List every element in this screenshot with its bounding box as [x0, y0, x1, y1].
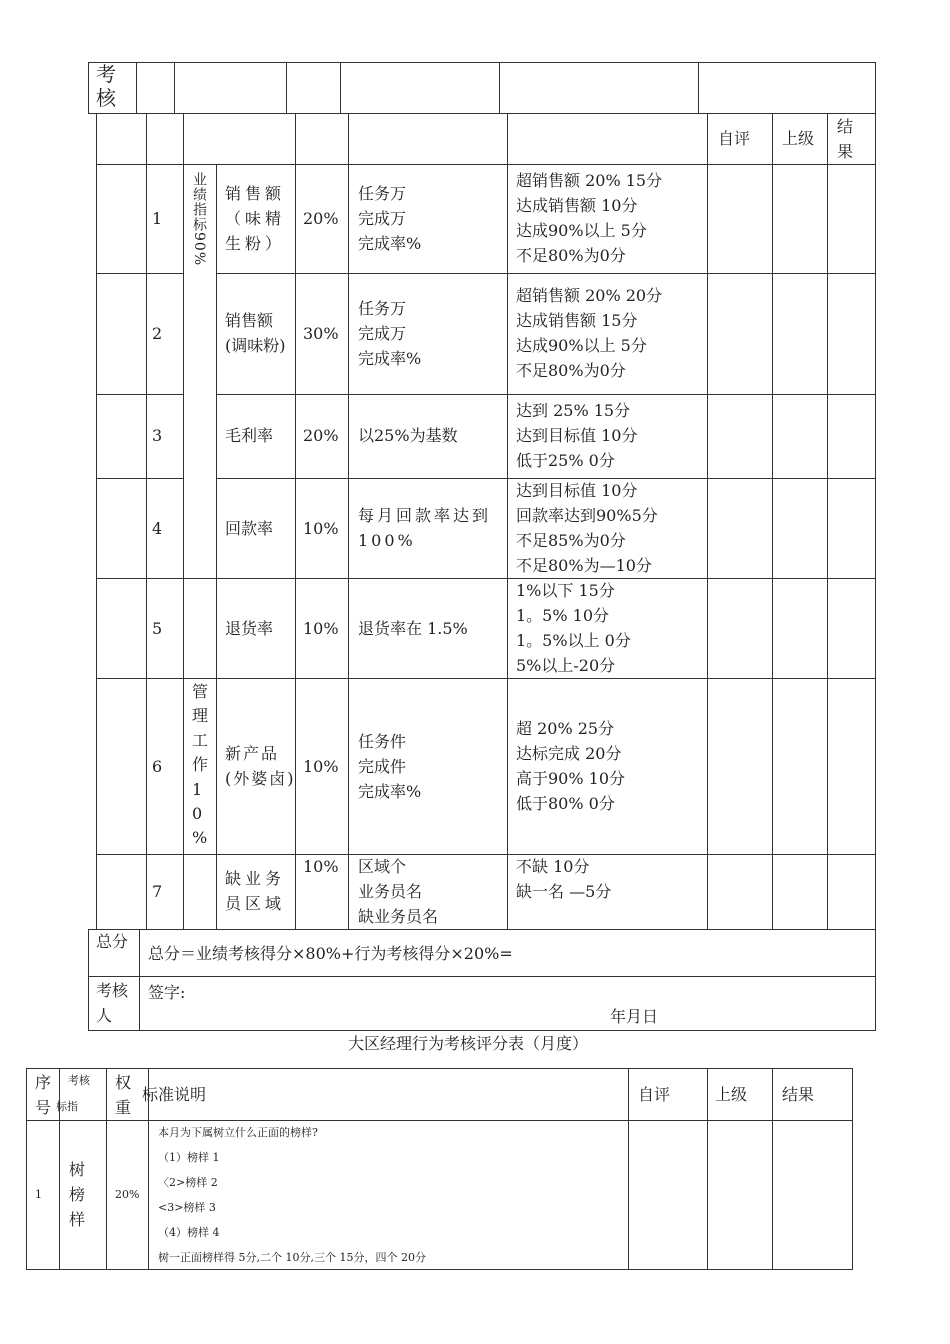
date-label: 年月日	[610, 1007, 659, 1026]
behavior-row-1-desc: 本月为下属树立什么正面的榜样? （1）榜样 1 〈2>榜样 2 <3>榜样 3 （4）榜样 4 树一正面榜样得 5分,二个 10分,三个 15分，四个 20分	[158, 1126, 426, 1264]
top-label: 考核	[96, 62, 116, 110]
row-3-weight: 20%	[303, 426, 339, 445]
row-2-name: 销售额 (调味粉)	[225, 311, 286, 355]
row-1-weight: 20%	[303, 209, 339, 228]
header-indicator-top: 考核	[68, 1074, 90, 1087]
header-seq: 序 号	[35, 1073, 52, 1117]
row-3-target: 以25%为基数	[358, 426, 458, 445]
row-6-no: 6	[152, 757, 163, 776]
assessor-row	[88, 976, 876, 1031]
behavior-row-1-no: 1	[35, 1188, 42, 1201]
row-4-name: 回款率	[225, 519, 274, 538]
header2-self-eval: 自评	[638, 1085, 671, 1104]
row-3-no: 3	[152, 426, 163, 445]
top-header-row	[88, 62, 876, 114]
row-7-name: 缺业务 员区域	[225, 869, 286, 913]
header2-result: 结果	[782, 1085, 815, 1104]
row-2-criteria: 超销售额 20% 20分 达成销售额 15分 达成90%以上 5分 不足80%为0分	[516, 286, 663, 380]
row-4-target: 每月回款率达到 100%	[358, 506, 492, 550]
row-6-name: 新产品 (外婆卤)	[225, 744, 296, 788]
header2-superior: 上级	[715, 1085, 748, 1104]
table2-title: 大区经理行为考核评分表（月度）	[348, 1034, 589, 1053]
row-7-target: 区域个 业务员名 缺业务员名	[358, 857, 439, 926]
assessor-label: 考核 人	[96, 981, 129, 1025]
header-indicator-bottom: 标指	[56, 1100, 78, 1113]
row-5-target: 退货率在 1.5%	[358, 619, 468, 638]
total-formula: 总分＝业绩考核得分×80%+行为考核得分×20%=	[148, 944, 513, 963]
row-5-weight: 10%	[303, 619, 339, 638]
header-superior: 上级	[782, 129, 815, 148]
row-2-no: 2	[152, 324, 163, 343]
category-performance: 业绩指标90%	[191, 172, 207, 267]
row-1-target: 任务万 完成万 完成率%	[358, 184, 422, 253]
row-2-weight: 30%	[303, 324, 339, 343]
behavior-row-1-weight: 20%	[115, 1188, 140, 1201]
header-desc: 标准说明	[142, 1085, 207, 1104]
row-6-weight: 10%	[303, 757, 339, 776]
row-5-name: 退货率	[225, 619, 274, 638]
sign-label: 签字:	[148, 983, 186, 1002]
row-5-criteria: 1%以下 15分 1。5% 10分 1。5%以上 0分 5%以上-20分	[516, 581, 631, 675]
row-6-target: 任务件 完成件 完成率%	[358, 732, 422, 801]
behavior-row-1-name: 树 榜 样	[69, 1160, 86, 1229]
row-7-no: 7	[152, 882, 163, 901]
row-3-criteria: 达到 25% 15分 达到目标值 10分 低于25% 0分	[516, 401, 638, 470]
row-2-target: 任务万 完成万 完成率%	[358, 299, 422, 368]
row-1-name: 销售额 （味精 生粉）	[225, 184, 286, 253]
category-management: 管 理 工 作 1 0 %	[192, 682, 209, 848]
header-self-eval: 自评	[718, 129, 751, 148]
row-1-criteria: 超销售额 20% 15分 达成销售额 10分 达成90%以上 5分 不足80%为0分	[516, 171, 663, 265]
row-4-criteria: 达到目标值 10分 回款率达到90%5分 不足85%为0分 不足80%为—10分	[516, 481, 658, 575]
row-1-no: 1	[152, 209, 163, 228]
header-weight: 权 重	[115, 1073, 132, 1117]
header-result: 结果	[837, 117, 854, 161]
row-4-weight: 10%	[303, 519, 339, 538]
row-7-weight: 10%	[303, 857, 339, 876]
row-5-no: 5	[152, 619, 163, 638]
row-6-criteria: 超 20% 25分 达标完成 20分 高于90% 10分 低于80% 0分	[516, 719, 626, 813]
row-7-criteria: 不缺 10分 缺一名 —5分	[516, 857, 612, 901]
row-3-name: 毛利率	[225, 426, 274, 445]
total-label: 总分	[96, 932, 129, 951]
row-4-no: 4	[152, 519, 163, 538]
